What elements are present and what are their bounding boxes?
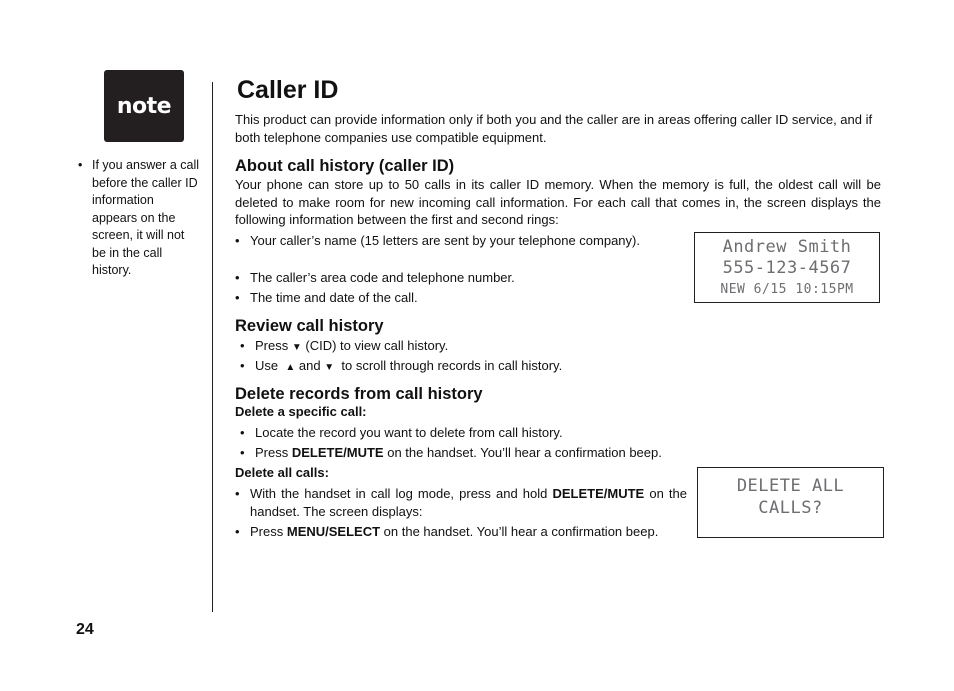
list-item: • Press DELETE/MUTE on the handset. You’ll hear a confirmation beep. [240, 445, 662, 460]
delete-specific-heading: Delete a specific call: [235, 404, 367, 419]
vertical-divider [212, 82, 213, 612]
screen-line-date: NEW 6/15 10:15PM [720, 282, 854, 297]
intro-paragraph: This product can provide information only if both you and the caller are in areas offering caller ID service, and if both telephone companies use compatible equipment. [235, 112, 873, 145]
about-heading: About call history (caller ID) [235, 157, 455, 175]
note-label: note [116, 93, 172, 119]
delete-all-heading: Delete all calls: [235, 465, 329, 480]
side-note-text: If you answer a call before the caller ID information appears on the screen, it will not be in the call history. [92, 158, 199, 277]
down-arrow-icon: ▼ [324, 362, 335, 373]
screen-line-number: 555-123-4567 [722, 258, 852, 278]
delete-confirm-screen [697, 467, 884, 538]
note-badge [104, 70, 184, 142]
bullet: • [78, 158, 83, 172]
up-arrow-icon: ▲ [285, 362, 296, 373]
delete-heading: Delete records from call history [235, 385, 483, 403]
list-item: • With the handset in call log mode, press and hold DELETE/MUTE on the handset. The screen displays: [235, 486, 687, 519]
list-item: • Use ▲ and ▼ to scroll through records in call history. [240, 358, 563, 373]
review-heading: Review call history [235, 317, 384, 335]
side-note [78, 157, 200, 280]
page-title: Caller ID [237, 76, 339, 104]
list-item: • The time and date of the call. [235, 290, 418, 305]
page-number: 24 [76, 621, 94, 638]
list-item: • The caller’s area code and telephone number. [235, 270, 515, 285]
down-arrow-icon: ▼ [291, 342, 302, 353]
caller-id-screen [694, 232, 880, 303]
screen-line-2: CALLS? [758, 498, 823, 518]
list-item: • Press ▼ (CID) to view call history. [240, 338, 449, 353]
list-item: • Press MENU/SELECT on the handset. You’ll hear a confirmation beep. [235, 524, 659, 539]
screen-line-name: Andrew Smith [722, 237, 852, 257]
screen-line-1: DELETE ALL [736, 476, 845, 496]
list-item: • Your caller’s name (15 letters are sent by your telephone company). [235, 233, 640, 248]
list-item: • Locate the record you want to delete from call history. [240, 425, 563, 440]
about-paragraph: Your phone can store up to 50 calls in its caller ID memory. When the memory is full, the oldest call will be deleted to make room for new incoming call information. For each call that comes in, the screen displays the following information between the first and second rings: [235, 177, 881, 227]
